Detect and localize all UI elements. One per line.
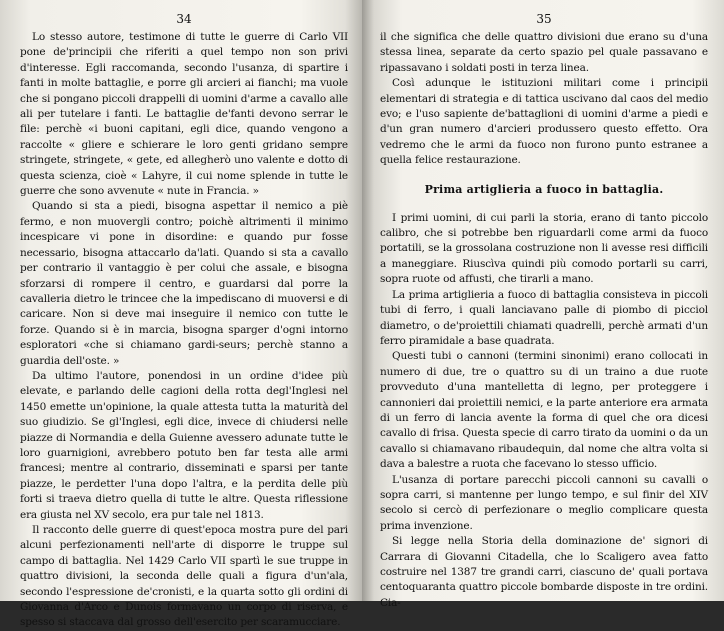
paragraph: Da ultimo l'autore, ponendosi in un ordine d'idee più elevate, e parlando delle cagioni della rotta degl'Inglesi nel 1450 emette un'opinione, la quale attesta tutta la maturità del suo giudizio. Se gl'Inglesi, egli dice, invece di chiudersi nelle piazze di Normandia e della Guienne avessero adunate tutte le loro guarnigioni, avrebbero potuto ben far testa alle armi francesi; mentre al contrario, disseminati e sparsi per tante piazze, le perdetter l'una dopo l'altra, e la perdita delle più forti si traeva dietro quella di tutte le altre. Questa riflessione era giusta nel XV secolo, era pur tale nel 1813. (20, 369, 348, 521)
section-heading: Prima artiglieria a fuoco in battaglia. (424, 182, 664, 196)
paragraph: Si legge nella Storia della dominazione de' signori di Carrara di Giovanni Citadella, che lo Scaligero avea fatto costruire nel 1387 tre grandi carri, ciascuno de' quali portava centoquaranta quattro piccole bombarde disposte in tre ordini. Cia- (380, 535, 708, 609)
paragraph: Quando si sta a piedi, bisogna aspettar il nemico a piè fermo, e non muovergli contro; poichè altrimenti il minimo incespicare vi pone in disordine: e quando pur fosse necessario, bisogna attaccarlo da'lati. Quando si sta a cavallo per contrario il vantaggio è per colui che assale, e bisogna sforzarsi di rompere il centro, e guardarsi dal porre la cavalleria dietro le trincee che la impediscano di muoversi e di caricare. Non si deve mai inseguire il nemico con tutte le forze. Quando si è in marcia, bisogna sparger d'ogni intorno esploratori «che si chiamano gardi-seurs; perchè stanno a guardia dell'oste. » (20, 200, 348, 367)
paragraph: I primi uomini, di cui parli la storia, erano di tanto piccolo calibro, che si potrebbe ben riguardarli come armi da fuoco portatili, se la grossolana costruzione non li avesse resi difficili a maneggiare. Riuscìva quindi più comodo portarli su carri, sopra ruote od affusti, che tirarli a mano. (380, 211, 708, 286)
paragraph: il che significa che delle quattro divisioni due erano su d'una stessa linea, separate da certo spazio pel quale passavano e ripassavano i soldati posti in terza linea. (380, 31, 708, 74)
page-number: 35 (536, 12, 552, 26)
right-page (362, 0, 724, 609)
paragraph: La prima artiglieria a fuoco di battaglia consisteva in piccoli tubi di ferro, i quali lanciavano palle di piombo di picciol diametro, o de'proiettili chiamati quadrelli, perchè armati d'un ferro piramidale a base quadrata. (380, 288, 708, 347)
left-page-text (20, 30, 348, 631)
page-number: 34 (176, 12, 192, 26)
paragraph: L'usanza di portare parecchi piccoli cannoni su cavalli o sopra carri, si mantenne per lungo tempo, e sul finir del XIV secolo si cercò di perfezionare o meglio complicare questa prima invenzione. (380, 473, 708, 532)
right-page-text (380, 30, 708, 611)
left-page (0, 0, 362, 629)
paragraph: Così adunque le istituzioni militari come i principii elementari di strategia e di tattica uscivano dal caos del medio evo; e l'uso sapiente de'battaglioni di uomini d'arme a piedi e d'un gran numero d'arcieri produssero questo effetto. Ora vedremo che le armi da fuoco non furono punto estranee a quella felice restaurazione. (380, 77, 708, 167)
paragraph: Il racconto delle guerre di quest'epoca mostra pure del pari alcuni perfezionamenti nell'arte di disporre le truppe sul campo di battaglia. Nel 1429 Carlo VII spartì le sue truppe in quattro divisioni, la seconda delle quali a figura d'un'ala, secondo l'espressione de'cronisti, e la quarta sotto gli ordini di Giovanna d'Arco e Dunois formavano un corpo di riserva, e spesso si staccava dal grosso dell'esercito per scaramucciare. (20, 524, 348, 629)
paragraph: Lo stesso autore, testimone di tutte le guerre di Carlo VII pone de'principii che riferiti a quel tempo non son privi d'interesse. Egli raccomanda, secondo l'usanza, di spartire i fanti in molte battaglie, e porre gli arcieri ai fianchi; ma vuole che si pongano piccoli drappelli di uomini d'arme a cavallo alle ali per tutelare i fanti. Le battaglie de'fanti devono serrar le file: perchè «i buoni capitani, egli dice, quando vengono a raccolte « gliere e schierare le loro genti gridano sempre stringete, stringete, « gete, ed allegherò uno valente e dotto di questa scienza, cioè « Lahyre, il cui nome splende in tutte le guerre che sono avvenute « nute in Francia. » (20, 31, 348, 198)
paragraph: Questi tubi o cannoni (termini sinonimi) erano collocati in numero di due, tre o quattro su di un traino a due ruote provveduto d'una mantelletta di legno, per proteggere i cannonieri dai proiettili nemici, e la parte anteriore era armata di un ferro di lancia avente la forma di quel che ora dicesi cavallo di frisa. Questa specie di carro tirato da uomini o da un cavallo si chiamavano ribaudequin, dal nome che altra volta si dava a balestre a ruota che facevano lo stesso ufficio. (380, 350, 708, 471)
